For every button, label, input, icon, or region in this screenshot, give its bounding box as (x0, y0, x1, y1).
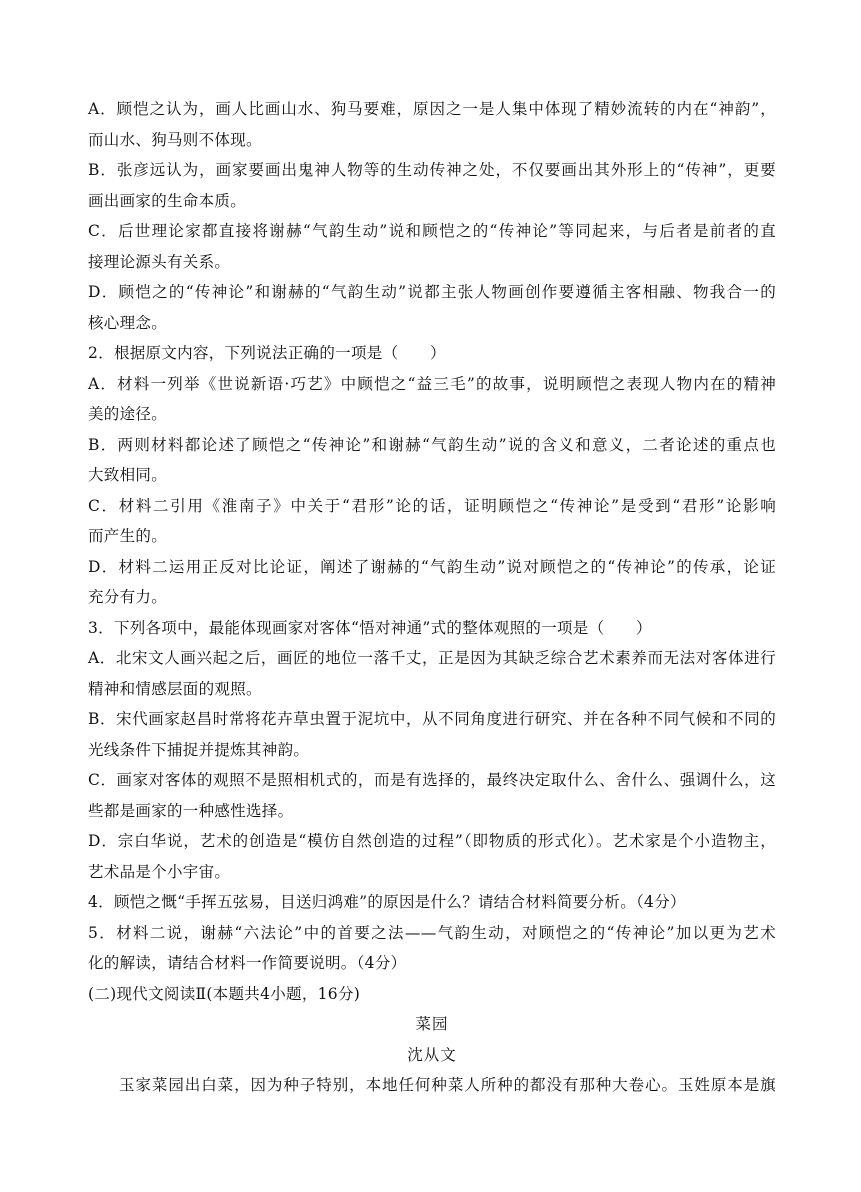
option-c-q2-line1: C．材料二引用《淮南子》中关于“君形”论的话，证明顾恺之“传神论”是受到“君形”论影响 (88, 496, 776, 515)
option-d-q2-line2: 充分有力。 (88, 588, 168, 606)
option-a-q1-line1: A．顾恺之认为，画人比画山水、狗马要难，原因之一是人集中体现了精妙流转的内在“神韵”， (88, 100, 776, 118)
option-d-q3-line1: D．宗白华说，艺术的创造是“模仿自然创造的过程”（即物质的形式化）。艺术家是个小造物主， (88, 832, 776, 850)
option-a-q2-line1: A．材料一列举《世说新语·巧艺》中顾恺之“益三毛”的故事，说明顾恺之表现人物内在的精神 (88, 374, 776, 393)
option-a-q1-line2: 而山水、狗马则不体现。 (88, 130, 262, 149)
option-c-q1-line1: C．后世理论家都直接将谢赫“气韵生动”说和顾恺之的“传神论”等同起来，与后者是前者的直 (88, 222, 776, 240)
question-3: 3．下列各项中，最能体现画家对客体“悟对神通”式的整体观照的一项是（ ） (88, 618, 652, 637)
option-c-q2-line2: 而产生的。 (88, 527, 168, 545)
question-5-line2: 化的解读，请结合材料一作简要说明。（4分） (88, 954, 407, 972)
option-d-q1-line2: 核心理念。 (88, 313, 168, 332)
option-c-q3-line1: C．画家对客体的观照不是照相机式的，而是有选择的，最终决定取什么、舍什么、强调什么，这 (88, 771, 776, 789)
option-b-q1-line2: 画出画家的生命本质。 (88, 191, 247, 210)
passage-first-line: 玉家菜园出白菜，因为种子特别，本地任何种菜人所种的都没有那种大卷心。玉姓原本是旗 (119, 1076, 776, 1094)
document-body (88, 94, 776, 1101)
question-4: 4．顾恺之慨“手挥五弦易，目送归鸿难”的原因是什么？请结合材料简要分析。（4分） (88, 893, 686, 911)
option-d-q3-line2: 艺术品是个小宇宙。 (88, 862, 231, 881)
option-d-q1-line1: D．顾恺之的“传神论”和谢赫的“气韵生动”说都主张人物画创作要遵循主客相融、物我合一的 (88, 283, 776, 301)
option-a-q3-line1: A．北宋文人画兴起之后，画匠的地位一落千丈，正是因为其缺乏综合艺术素养而无法对客体进行 (88, 649, 776, 667)
option-b-q3-line2: 光线条件下捕捉并提炼其神韵。 (88, 740, 310, 759)
question-2: 2．根据原文内容，下列说法正确的一项是（ ） (88, 344, 446, 362)
option-a-q2-line2: 美的途径。 (88, 405, 168, 423)
option-a-q3-line2: 精神和情感层面的观照。 (88, 679, 262, 698)
option-d-q2-line1: D．材料二运用正反对比论证，阐述了谢赫的“气韵生动”说对顾恺之的“传神论”的传承，论证 (88, 557, 776, 576)
option-c-q1-line2: 接理论源头有关系。 (88, 252, 231, 271)
option-b-q2-line1: B．两则材料都论述了顾恺之“传神论”和谢赫“气韵生动”说的含义和意义，二者论述的重点也 (88, 435, 776, 454)
passage-title: 菜园 (415, 1015, 449, 1033)
option-b-q2-line2: 大致相同。 (88, 466, 168, 484)
section-heading: (二)现代文阅读Ⅱ(本题共4小题，16分) (88, 984, 361, 1003)
option-b-q3-line1: B．宋代画家赵昌时常将花卉草虫置于泥坑中，从不同角度进行研究、并在各种不同气候和不同的 (88, 710, 776, 728)
passage-author: 沈从文 (407, 1045, 457, 1064)
question-5-line1: 5．材料二说，谢赫“六法论”中的首要之法——气韵生动，对顾恺之的“传神论”加以更为艺术 (88, 923, 776, 942)
option-b-q1-line1: B．张彦远认为，画家要画出鬼神人物等的生动传神之处，不仅要画出其外形上的“传神”，更要 (88, 161, 776, 179)
option-c-q3-line2: 些都是画家的一种感性选择。 (88, 801, 294, 820)
